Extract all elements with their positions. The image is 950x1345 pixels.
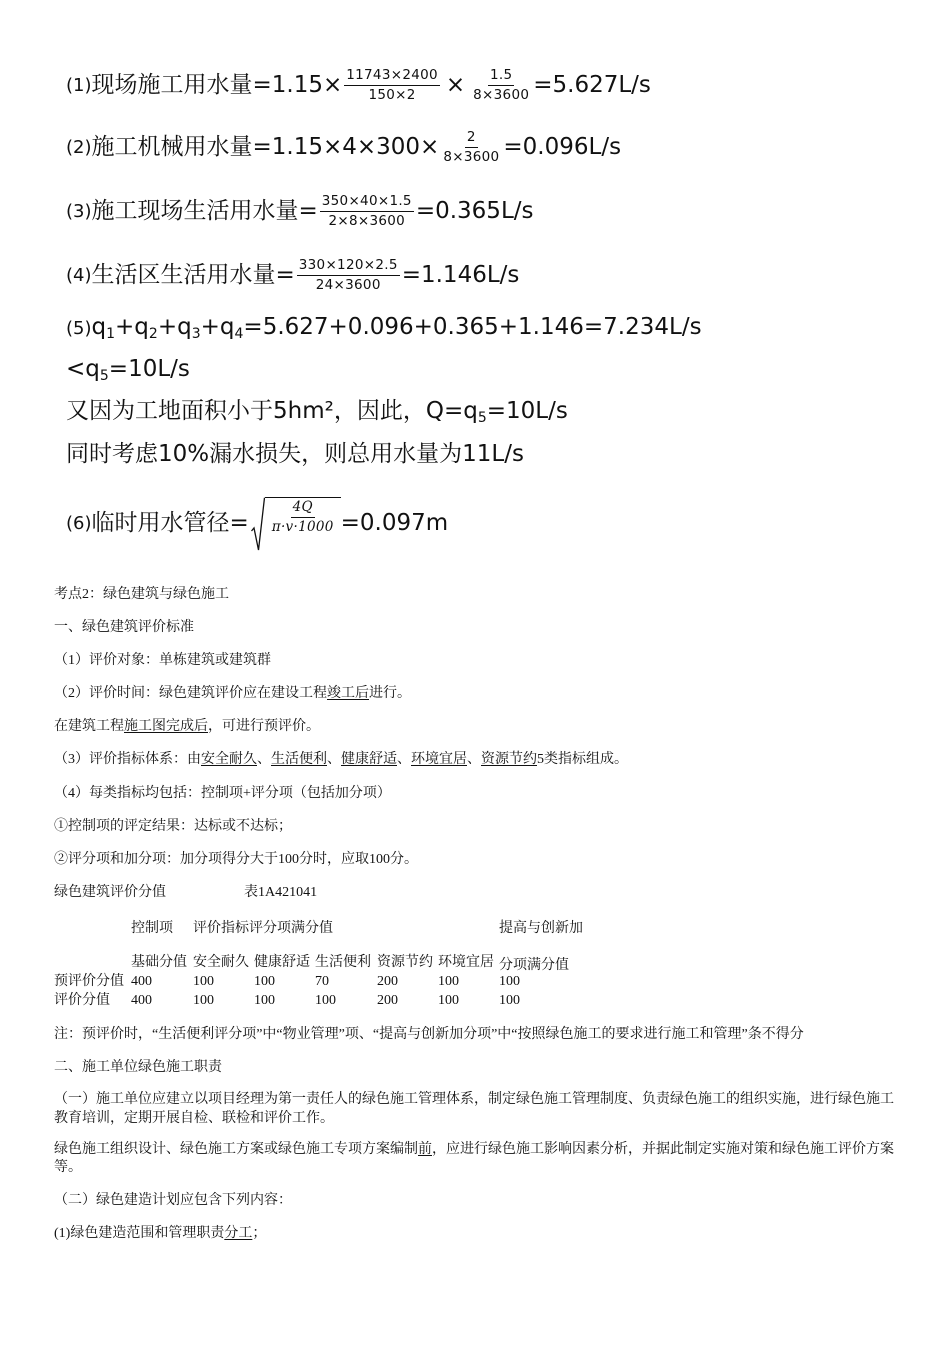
item-pre-evaluation [54, 717, 904, 737]
table-cell: 70 [315, 974, 329, 990]
formula-5-conclusion-text: 又因为工地面积小于5hm²，因此，$Q=q_5=10L/s$ [66, 398, 568, 427]
formula-2-number: (2) [66, 137, 92, 159]
item-index-contents: （4）每类指标均包括：控制项+评分项（包括加分项） [54, 785, 391, 801]
fraction-denominator: 24×3600 [315, 277, 381, 293]
text-run: ，可进行预评价。 [208, 719, 320, 735]
item-evaluation-object: （1）评价对象：单栋建筑或建筑群 [54, 653, 271, 669]
formula-4-label: 生活区生活用水量= [91, 262, 295, 289]
underlined-text: 施工图完成后 [124, 719, 208, 735]
item-evaluation-time [54, 684, 904, 704]
underlined-text: 环境宜居 [411, 752, 467, 768]
text-run: ； [252, 1225, 267, 1241]
table-row [54, 992, 583, 1011]
formula-block [66, 60, 926, 552]
formula-4-number: (4) [66, 265, 92, 287]
text-run: ，应进行绿色施工影响因素分析，并据此制定实施对策和绿色施工评价方案等。 [54, 1141, 894, 1176]
header-col: 安全耐久 [193, 955, 249, 971]
formula-5-number: (5) [66, 318, 92, 340]
table-cell: 100 [254, 974, 275, 990]
square-root-sign [251, 497, 341, 551]
header-col: 环境宜居 [438, 955, 494, 971]
paragraph-responsibility: （一）施工单位应建立以项目经理为第一责任人的绿色施工管理体系，制定绿色施工管理制度、负责绿色施工的组织实施，进行绿色施工教育培训，定期开展自检、联检和评价工作。 [54, 1092, 894, 1126]
formula-5-total [66, 438, 926, 472]
section-heading-2: 二、施工单位绿色施工职责 [54, 1060, 222, 1076]
text-run: 在建筑工程 [54, 719, 124, 735]
table-title: 绿色建筑评价分值 [54, 884, 166, 900]
table-cell: 400 [131, 993, 152, 1009]
text-run: 绿色施工组织设计、绿色施工方案或绿色施工专项方案编制 [54, 1141, 418, 1157]
text-run: 进行。 [369, 686, 411, 702]
fraction-numerator: 11743×2400 [344, 68, 440, 86]
formula-6-fraction [270, 500, 336, 551]
formula-3-number: (3) [66, 201, 92, 223]
row-label: 预评价分值 [54, 974, 124, 990]
table-cell: 100 [193, 974, 214, 990]
formula-5-sum: $q_1+q_2+q_3+q_4=5.627+0.096+0.365+1.146=7.234L/s$ [91, 314, 702, 343]
formula-1-fraction-2 [471, 68, 531, 103]
formula-1-label: 现场施工用水量=1.15× [91, 72, 343, 99]
table-header-row-1 [54, 911, 583, 939]
plan-item-1 [54, 1224, 904, 1244]
formula-3-label: 施工现场生活用水量= [91, 198, 318, 225]
fraction-denominator: 8×3600 [473, 87, 530, 103]
fraction-numerator: 350×40×1.5 [320, 194, 414, 212]
paragraph-plan-contents: （二）绿色建造计划应包含下列内容： [54, 1192, 292, 1208]
text-run: 、 [257, 752, 271, 768]
score-table [54, 911, 583, 1011]
times-sign: × [445, 72, 466, 99]
formula-2-label: 施工机械用水量=1.15×4×300× [91, 134, 440, 161]
table-cell: 100 [438, 993, 459, 1009]
fraction-denominator: 2×8×3600 [328, 213, 406, 229]
formula-4 [66, 250, 926, 302]
formula-2 [66, 122, 926, 174]
header-bonus-2: 分项满分值 [499, 958, 569, 974]
formula-5-compare-text: $<q_5=10L/s$ [66, 356, 190, 385]
section-heading-1: 一、绿色建筑评价标准 [54, 620, 194, 636]
text-run: 5类指标组成。 [537, 752, 628, 768]
table-cell: 100 [438, 974, 459, 990]
table-cell: 100 [254, 993, 275, 1009]
table-caption [54, 883, 904, 903]
underlined-text: 资源节约 [481, 752, 537, 768]
formula-5 [66, 312, 926, 346]
underlined-text: 生活便利 [271, 752, 327, 768]
formula-6-label: 临时用水管径= [91, 510, 249, 537]
fraction-denominator: 8×3600 [443, 149, 500, 165]
formula-1 [66, 60, 926, 112]
underlined-text: 分工 [224, 1225, 253, 1241]
formula-6-number: (6) [66, 513, 92, 535]
text-run: 、 [397, 752, 411, 768]
table-header-row-2 [54, 939, 583, 973]
header-base: 基础分值 [131, 955, 187, 971]
table-note: 注：预评价时，“生活便利评分项”中“物业管理”项、“提高与创新加分项”中“按照绿色施工的要求进行施工和管理”条不得分 [54, 1026, 804, 1042]
underlined-text: 健康舒适 [341, 752, 397, 768]
formula-5-conclusion [66, 396, 926, 430]
fraction-numerator: 1.5 [488, 68, 514, 86]
formula-6 [66, 496, 926, 552]
formula-4-result: =1.146L/s [401, 262, 520, 289]
header-col: 生活便利 [315, 955, 371, 971]
item-control-result: ①控制项的评定结果：达标或不达标； [54, 818, 292, 834]
underlined-text: 安全耐久 [201, 752, 257, 768]
radical-icon [251, 497, 265, 551]
fraction-numerator: 4Q [291, 500, 315, 518]
formula-2-result: =0.096L/s [503, 134, 622, 161]
formula-3 [66, 186, 926, 238]
fraction-numerator: 2 [465, 130, 478, 148]
text-run: (1)绿色建造范围和管理职责 [54, 1225, 225, 1241]
formula-5-total-text: 同时考虑10%漏水损失，则总用水量为11L/s [66, 441, 524, 468]
item-index-system [54, 750, 904, 770]
table-cell: 100 [499, 993, 520, 1009]
header-col: 健康舒适 [254, 955, 310, 971]
header-control: 控制项 [131, 921, 173, 937]
fraction-denominator: π·v·1000 [271, 518, 334, 535]
text-run: 、 [467, 752, 481, 768]
table-cell: 200 [377, 974, 398, 990]
formula-4-fraction [297, 258, 400, 293]
row-label: 评价分值 [54, 993, 110, 1009]
fraction-denominator: 150×2 [368, 87, 416, 103]
formula-3-fraction [320, 194, 414, 229]
underlined-text: 竣工后 [327, 686, 369, 702]
table-cell: 100 [315, 993, 336, 1009]
paragraph-analysis [54, 1141, 904, 1178]
header-score: 评价指标评分项满分值 [193, 921, 333, 937]
fraction-numerator: 330×120×2.5 [297, 258, 400, 276]
radicand [265, 497, 341, 551]
table-cell: 200 [377, 993, 398, 1009]
formula-1-result: =5.627L/s [533, 72, 651, 99]
table-cell: 100 [193, 993, 214, 1009]
item-score-cap: ②评分项和加分项：加分项得分大于100分时，应取100分。 [54, 851, 418, 867]
text-run: 、 [327, 752, 341, 768]
formula-5-compare [66, 354, 926, 388]
document-body [54, 585, 904, 1257]
formula-3-result: =0.365L/s [415, 198, 534, 225]
formula-6-result: =0.097m [340, 510, 449, 537]
topic-heading: 考点2：绿色建筑与绿色施工 [54, 587, 229, 602]
table-cell: 100 [499, 974, 520, 990]
formula-1-fraction-1 [344, 68, 440, 103]
header-bonus: 提高与创新加 [499, 921, 583, 937]
formula-2-fraction [441, 130, 501, 165]
text-run: （2）评价时间：绿色建筑评价应在建设工程 [54, 686, 327, 702]
table-cell: 400 [131, 974, 152, 990]
header-col: 资源节约 [377, 955, 433, 971]
text-run: （3）评价指标体系：由 [54, 752, 201, 768]
table-number: 表1A421041 [244, 884, 318, 900]
underlined-text: 前 [418, 1141, 432, 1157]
formula-1-number: (1) [66, 75, 92, 97]
